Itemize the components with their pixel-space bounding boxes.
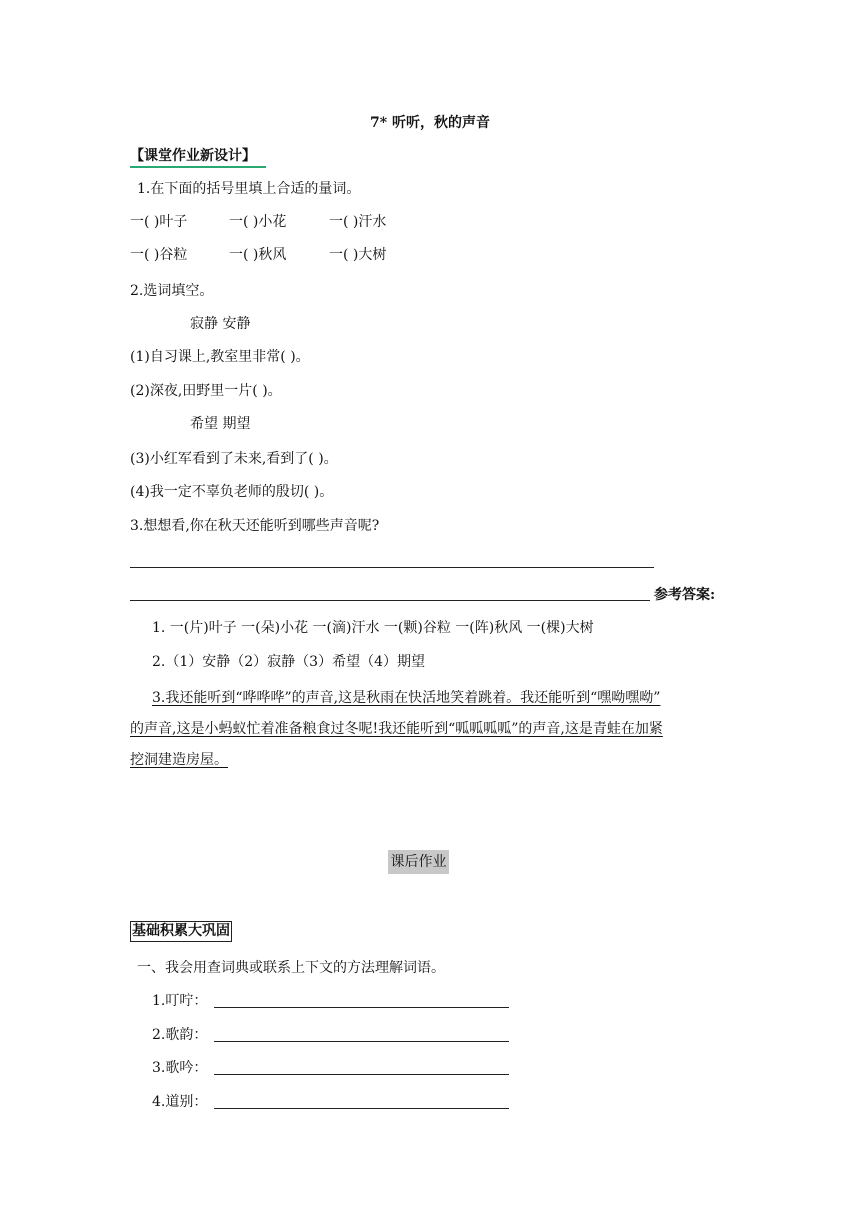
q2-sentence: (3)小红军看到了未来,看到了( )。 [130,451,338,467]
q1-item: 一( )小花 [229,214,287,230]
answer-line [130,600,650,601]
part1-prompt: 一、我会用查词典或联系上下文的方法理解词语。 [137,960,445,976]
definition-item: 3.歌吟： [152,1060,208,1076]
section-header-basics: 基础积累大巩固 [130,921,232,942]
homework-label: 课后作业 [388,850,449,874]
answer-2: 2.（1）安静（2）寂静（3）希望（4）期望 [152,654,425,670]
q1-item: 一( )汗水 [329,214,387,230]
q1-item: 一( )大树 [329,247,387,263]
q2-word-choices: 希望 期望 [190,416,251,432]
page-title: 7* 听听，秋的声音 [370,115,490,131]
q1-prompt: 1.在下面的括号里填上合适的量词。 [137,181,361,197]
q1-item: 一( )秋风 [229,247,287,263]
q2-sentence: (2)深夜,田野里一片( )。 [130,383,282,399]
answer-1: 1. 一(片)叶子 一(朵)小花 一(滴)汗水 一(颗)谷粒 一(阵)秋风 一(棵)大树 [152,620,594,636]
definition-item: 2.歌韵： [152,1027,208,1043]
answer-3-line: 3.我还能听到“哗哗哗”的声音,这是秋雨在快活地笑着跳着。我还能听到“嘿呦嘿呦” [152,690,661,706]
answer-3-line: 的声音,这是小蚂蚁忙着准备粮食过冬呢!我还能听到“呱呱呱呱”的声音,这是青蛙在加紧 [130,721,663,737]
definition-item: 1.叮咛： [152,993,208,1009]
q2-prompt: 2.选词填空。 [130,283,214,299]
definition-line [214,1108,509,1109]
q2-sentence: (1)自习课上,教室里非常( )。 [130,349,310,365]
section-header-classwork: 【课堂作业新设计】 [130,148,256,164]
q1-item: 一( )谷粒 [130,247,188,263]
answer-line [130,567,654,568]
section-header-underline [130,166,266,168]
definition-item: 4.道别： [152,1094,208,1110]
definition-line [214,1007,509,1008]
answers-label: 参考答案: [654,587,716,603]
definition-line [214,1074,509,1075]
q2-word-choices: 寂静 安静 [190,316,251,332]
q1-item: 一( )叶子 [130,214,188,230]
answer-3-line: 挖洞建造房屋。 [130,752,228,768]
definition-line [214,1041,509,1042]
q3-prompt: 3.想想看,你在秋天还能听到哪些声音呢? [130,518,380,534]
q2-sentence: (4)我一定不辜负老师的殷切( )。 [130,484,334,500]
